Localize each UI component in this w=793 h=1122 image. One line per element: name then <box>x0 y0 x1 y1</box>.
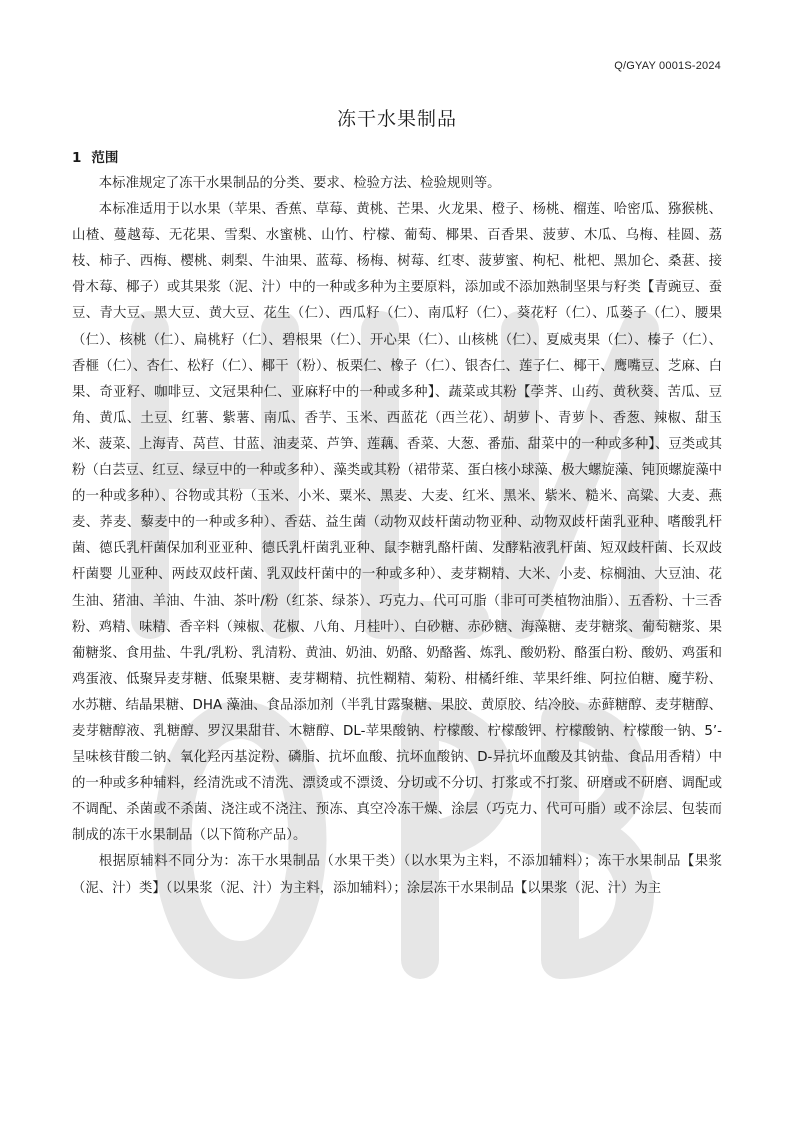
section-body <box>72 171 722 902</box>
paragraph-classification: 根据原辅料不同分为：冻干水果制品（水果干类）（以水果为主料，不添加辅料）；冻干水果制品【果浆（泥、汁）类】（以果浆（泥、汁）为主料，添加辅料）；涂层冻干水果制品【以果浆（泥、汁）为主 <box>72 854 722 896</box>
paragraph-applicability: 本标准适用于以水果（苹果、香蕉、草莓、黄桃、芒果、火龙果、橙子、杨桃、榴莲、哈密瓜、猕猴桃、山楂、蔓越莓、无花果、雪梨、水蜜桃、山竹、柠檬、葡萄、椰果、百香果、菠萝、木瓜、乌梅、桂圆、荔枝、柿子、西梅、樱桃、刺梨、牛油果、蓝莓、杨梅、树莓、红枣、菠萝蜜、枸杞、枇杷、黑加仑、桑葚、接骨木莓、椰子）或其果浆（泥、汁）中的一种或多种为主要原料，添加或不添加熟制坚果与籽类【青豌豆、蚕豆、青大豆、黑大豆、黄大豆、花生（仁）、西瓜籽（仁）、南瓜籽（仁）、葵花籽（仁）、瓜蒌子（仁）、腰果（仁）、核桃（仁）、扁桃籽（仁）、碧根果（仁）、开心果（仁）、山核桃（仁）、夏威夷果（仁）、榛子（仁）、香榧（仁）、杏仁、松籽（仁）、椰干（粉）、板栗仁、橡子（仁）、银杏仁、莲子仁、椰干、鹰嘴豆、芝麻、白果、奇亚籽、咖啡豆、文冠果种仁、亚麻籽中的一种或多种】、蔬菜或其粉【荸荠、山药、黄秋葵、苦瓜、豆角、黄瓜、土豆、红薯、紫薯、南瓜、香芋、玉米、西蓝花（西兰花）、胡萝卜、青萝卜、香葱、辣椒、甜玉米、菠菜、上海青、莴苣、甘蓝、油麦菜、芦笋、莲藕、香菜、大葱、番茄、甜菜中的一种或多种】、豆类或其粉（白芸豆、红豆、绿豆中的一种或多种）、藻类或其粉（裙带菜、蛋白核小球藻、极大螺旋藻、钝顶螺旋藻中的一种或多种）、谷物或其粉（玉米、小米、粟米、黑麦、大麦、红米、黑米、紫米、糙米、高粱、大麦、燕麦、荞麦、藜麦中的一种或多种）、香菇、益生菌（动物双歧杆菌动物亚种、动物双歧杆菌乳亚种、嗜酸乳杆菌、德氏乳杆菌保加利亚亚种、德氏乳杆菌乳亚种、鼠李糖乳酪杆菌、发酵粘液乳杆菌、短双歧杆菌、长双歧杆菌婴 儿亚种、两歧双歧杆菌、乳双歧杆菌中的一种或多种）、麦芽糊精、大米、小麦、棕榈油、大豆油、花生油、猪油、羊油、牛油、茶叶/粉（红茶、绿茶）、巧克力、代可可脂（非可可类植物油脂）、五香粉、十三香粉、鸡精、味精、香辛料（辣椒、花椒、八角、月桂叶）、白砂糖、赤砂糖、海藻糖、麦芽糖浆、葡萄糖浆、果葡糖浆、食用盐、牛乳/乳粉、乳清粉、黄油、奶油、奶酪、奶酪酱、炼乳、酸奶粉、酪蛋白粉、酸奶、鸡蛋和鸡蛋液、低聚异麦芽糖、低聚果糖、麦芽糊精、抗性糊精、菊粉、柑橘纤维、苹果纤维、阿拉伯糖、魔芋粉、水苏糖、结晶果糖、DHA 藻油、食品添加剂（半乳甘露聚糖、果胶、黄原胶、结冷胶、赤藓糖醇、麦芽糖醇、麦芽糖醇液、乳糖醇、罗汉果甜苷、木糖醇、DL-苹果酸钠、柠檬酸、柠檬酸钾、柠檬酸钠、柠檬酸一钠、5’-呈味核苷酸二钠、氧化羟丙基淀粉、磷脂、抗坏血酸、抗坏血酸钠、D-异抗坏血酸及其钠盐、食品用香精）中的一种或多种辅料，经清洗或不清洗、漂烫或不漂烫、分切或不分切、打浆或不打浆、研磨或不研磨、调配或不调配、杀菌或不杀菌、浇注或不浇注、预冻、真空冷冻干燥、涂层（巧克力、代可可脂）或不涂层、包装而制成的冻干水果制品（以下简称产品）。 <box>72 202 722 844</box>
section-heading-text: 范围 <box>91 150 119 166</box>
section-heading-scope <box>72 146 118 166</box>
page-title: 冻干水果制品 <box>336 108 457 130</box>
section-number: 1 <box>72 150 82 166</box>
paragraph-scope-statement: 本标准规定了冻干水果制品的分类、要求、检验方法、检验规则等。 <box>98 176 501 191</box>
document-code: Q/GYAY 0001S-2024 <box>614 60 721 72</box>
